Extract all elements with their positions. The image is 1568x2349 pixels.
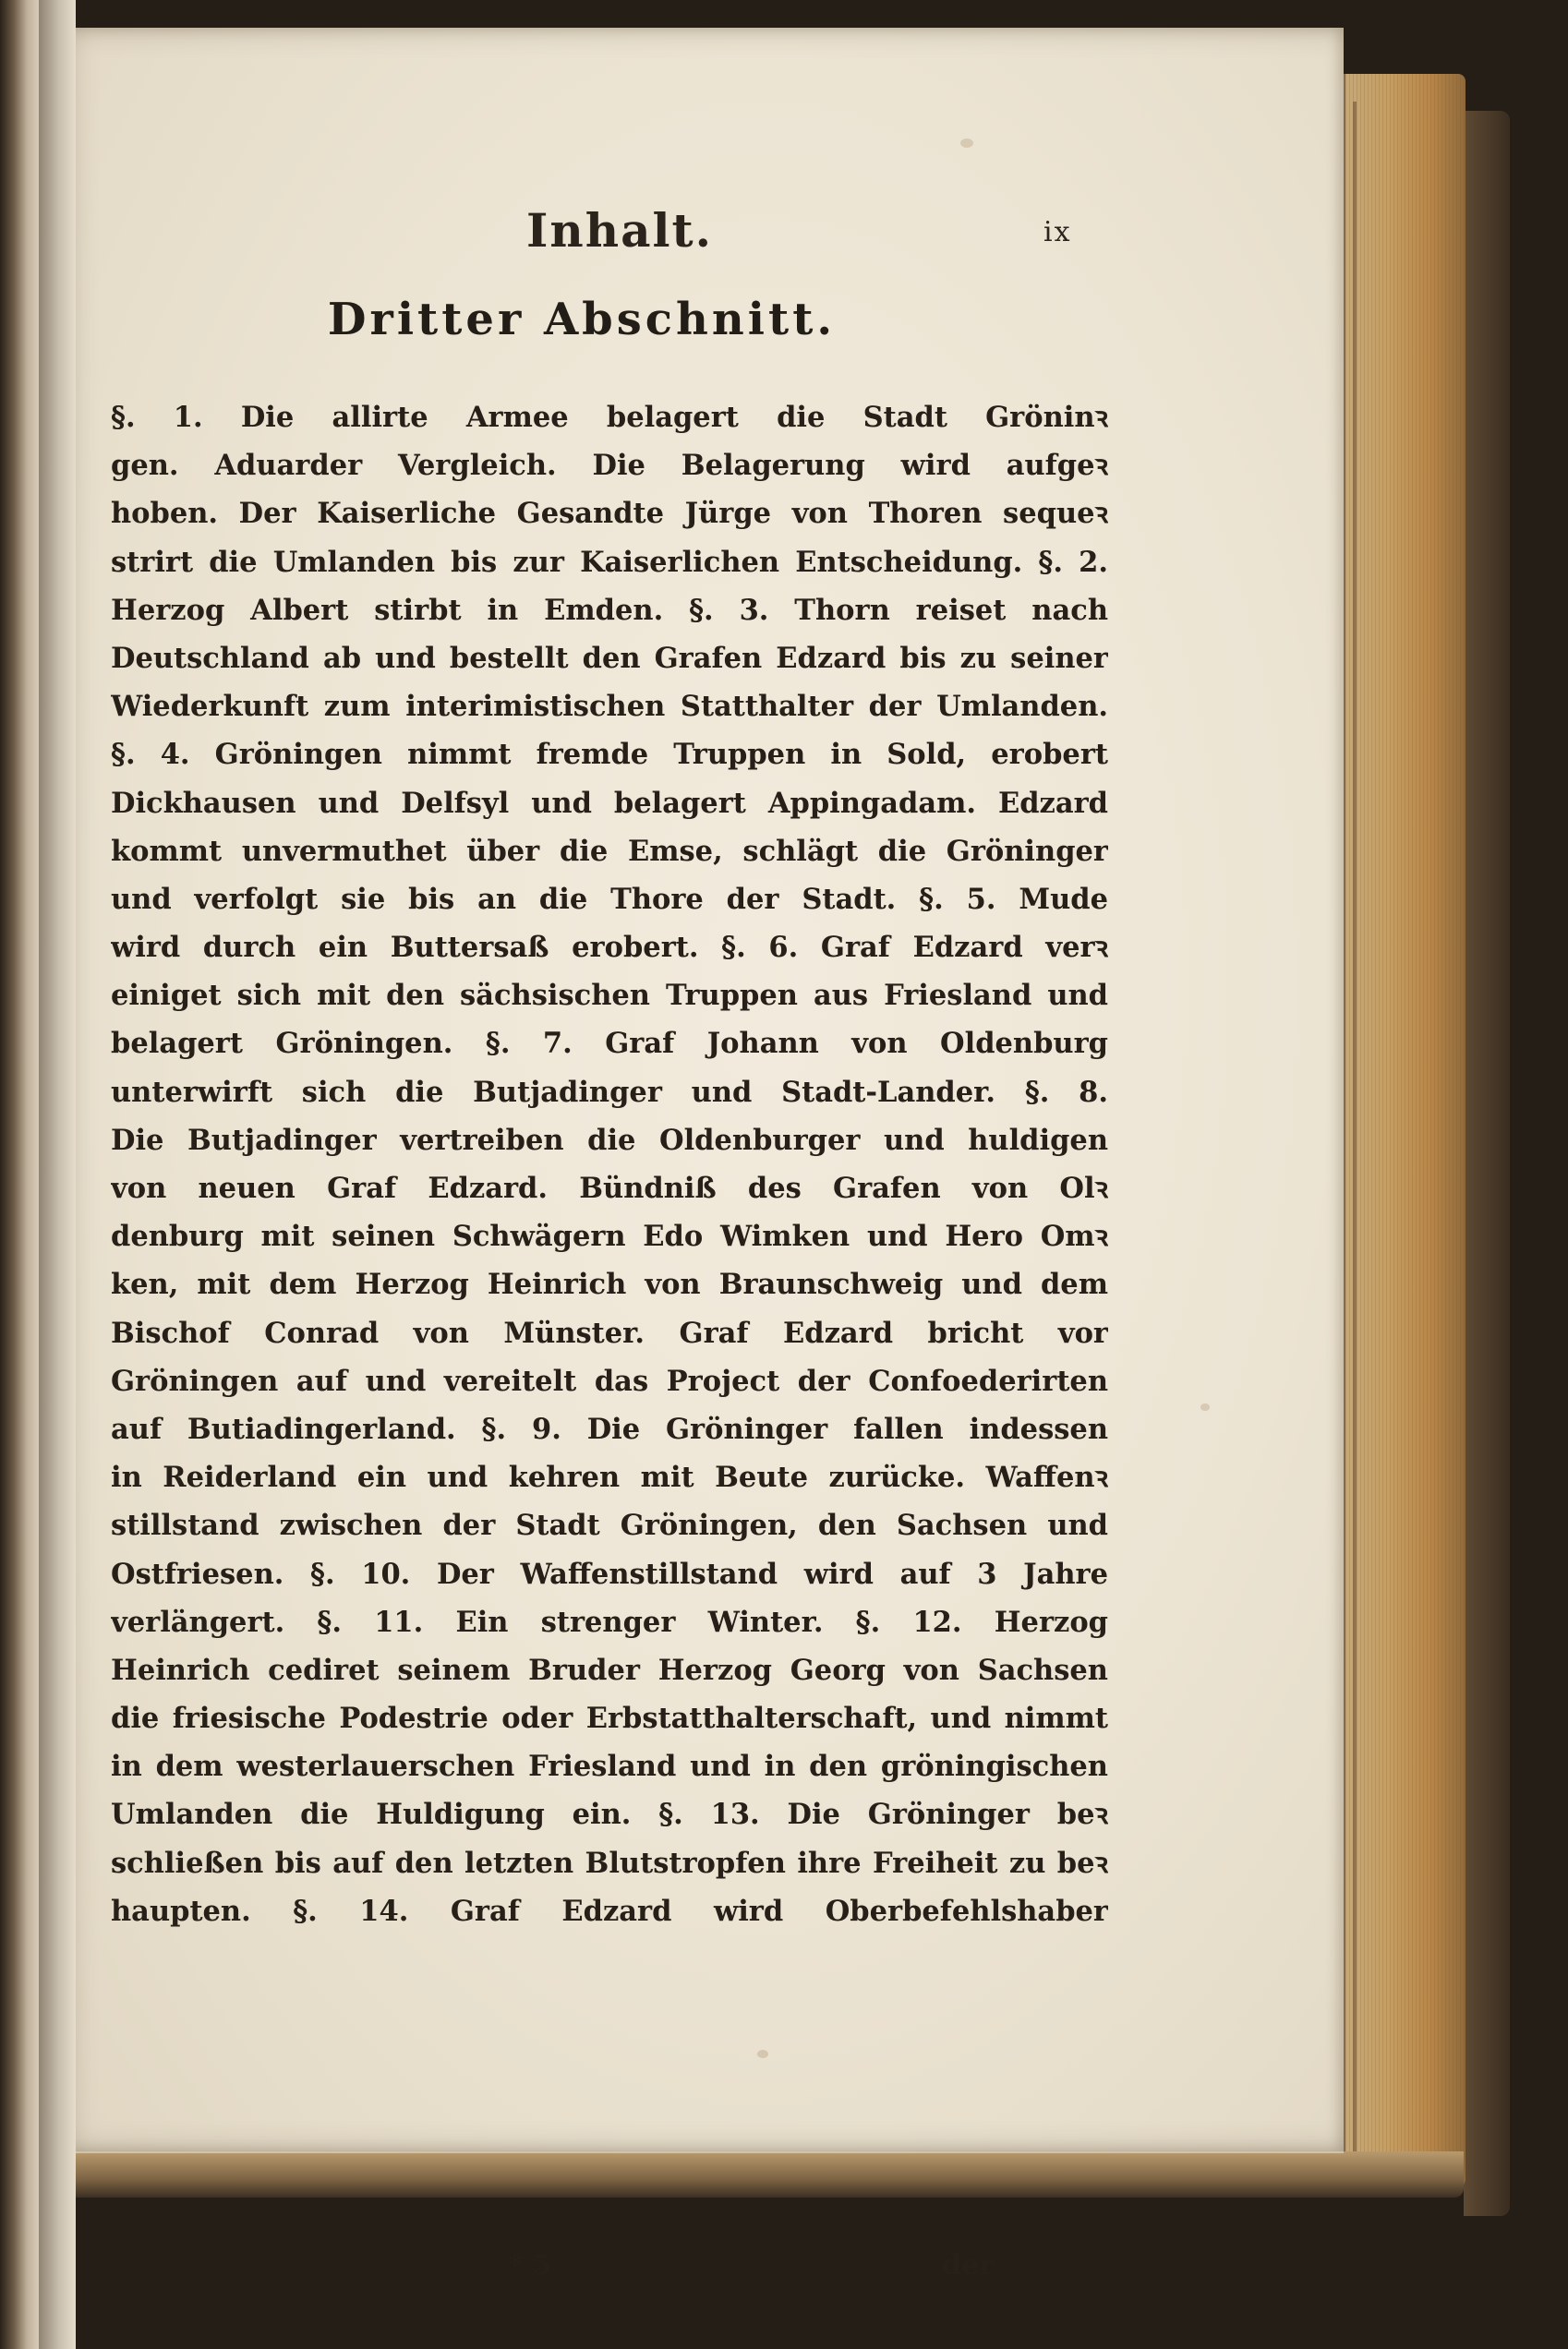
page-header (55, 203, 1108, 277)
cover-board (1464, 111, 1510, 2216)
text-line: schließen bis auf den letzten Blutstropfen ihre Freiheit zu beꝛ (111, 1846, 1108, 1880)
binding-gutter (39, 0, 76, 2349)
text-line: Wiederkunft zum interimistischen Statthalter der Umlanden. (111, 690, 1108, 724)
text-line: §. 4. Gröningen nimmt fremde Truppen in Sold, erobert (111, 738, 1108, 772)
text-line: Ostfriesen. §. 10. Der Waffenstillstand wird auf 3 Jahre (111, 1557, 1108, 1591)
text-line: unterwirft sich die Butjadinger und Stadt-Lander. §. 8. (111, 1075, 1108, 1109)
text-line: kommt unvermuthet über die Emse, schlägt die Gröninger (111, 834, 1108, 868)
text-line: Gröningen auf und vereitelt das Project der Confoederirten (111, 1364, 1108, 1398)
text-line: belagert Gröningen. §. 7. Graf Johann von Oldenburg (111, 1027, 1108, 1061)
text-line: stillstand zwischen der Stadt Gröningen, den Sachsen und (111, 1509, 1108, 1543)
text-line: gen. Aduarder Vergleich. Die Belagerung wird aufgeꝛ (111, 449, 1108, 483)
text-line: hoben. Der Kaiserliche Gesandte Jürge von Thoren sequeꝛ (111, 497, 1108, 531)
text-line: Deutschland ab und bestellt den Grafen Edzard bis zu seiner (111, 641, 1108, 675)
text-line: wird durch ein Buttersaß erobert. §. 6. Graf Edzard verꝛ (111, 931, 1108, 965)
signature-mark: * 5 (508, 2249, 552, 2282)
text-line: auf Butiadingerland. §. 9. Die Gröninger fallen indessen (111, 1412, 1108, 1446)
foxing-spot (757, 2050, 768, 2058)
text-line: Herzog Albert stirbt in Emden. §. 3. Thorn reiset nach (111, 593, 1108, 627)
text-line: strirt die Umlanden bis zur Kaiserlichen Entscheidung. §. 2. (111, 545, 1108, 579)
text-line: in dem westerlauerschen Friesland und in den gröningischen (111, 1750, 1108, 1784)
text-line: haupten. §. 14. Graf Edzard wird Oberbefehlshaber (111, 1894, 1108, 1928)
body-text (111, 393, 1108, 1935)
foxing-spot (1200, 1403, 1210, 1411)
text-line: einiget sich mit den sächsischen Truppen aus Friesland und (111, 979, 1108, 1013)
book-bottom-edge (55, 2151, 1464, 2198)
text-line: ken, mit dem Herzog Heinrich von Braunschweig und dem (111, 1268, 1108, 1302)
foxing-spot (960, 139, 973, 148)
text-line: Heinrich cediret seinem Bruder Herzog Georg von Sachsen (111, 1653, 1108, 1687)
text-line: verlängert. §. 11. Ein strenger Winter. §. 12. Herzog (111, 1605, 1108, 1639)
book-fore-edge (1344, 74, 1465, 2188)
text-line: Die Butjadinger vertreiben die Oldenburger und huldigen (111, 1123, 1108, 1157)
text-line: Dickhausen und Delfsyl und belagert Appingadam. Edzard (111, 786, 1108, 820)
facing-page-edge (0, 0, 39, 2349)
text-line: §. 1. Die allirte Armee belagert die Stadt Gröninꝛ (111, 401, 1108, 434)
text-line: und verfolgt sie bis an die Thore der Stadt. §. 5. Mude (111, 882, 1108, 916)
page-number: ix (1043, 216, 1072, 248)
text-line: die friesische Podestrie oder Erbstatthalterschaft, und nimmt (111, 1702, 1108, 1736)
section-title: Dritter Abschnitt. (327, 294, 837, 345)
catchword: der (942, 2249, 994, 2282)
text-line: in Reiderland ein und kehren mit Beute zurücke. Waffenꝛ (111, 1461, 1108, 1495)
text-line: denburg mit seinen Schwägern Edo Wimken und Hero Omꝛ (111, 1220, 1108, 1254)
text-line: von neuen Graf Edzard. Bündniß des Grafen von Olꝛ (111, 1172, 1108, 1205)
running-head: Inhalt. (526, 203, 713, 258)
text-line: Bischof Conrad von Münster. Graf Edzard bricht vor (111, 1316, 1108, 1350)
text-line: Umlanden die Huldigung ein. §. 13. Die Gröninger beꝛ (111, 1798, 1108, 1832)
